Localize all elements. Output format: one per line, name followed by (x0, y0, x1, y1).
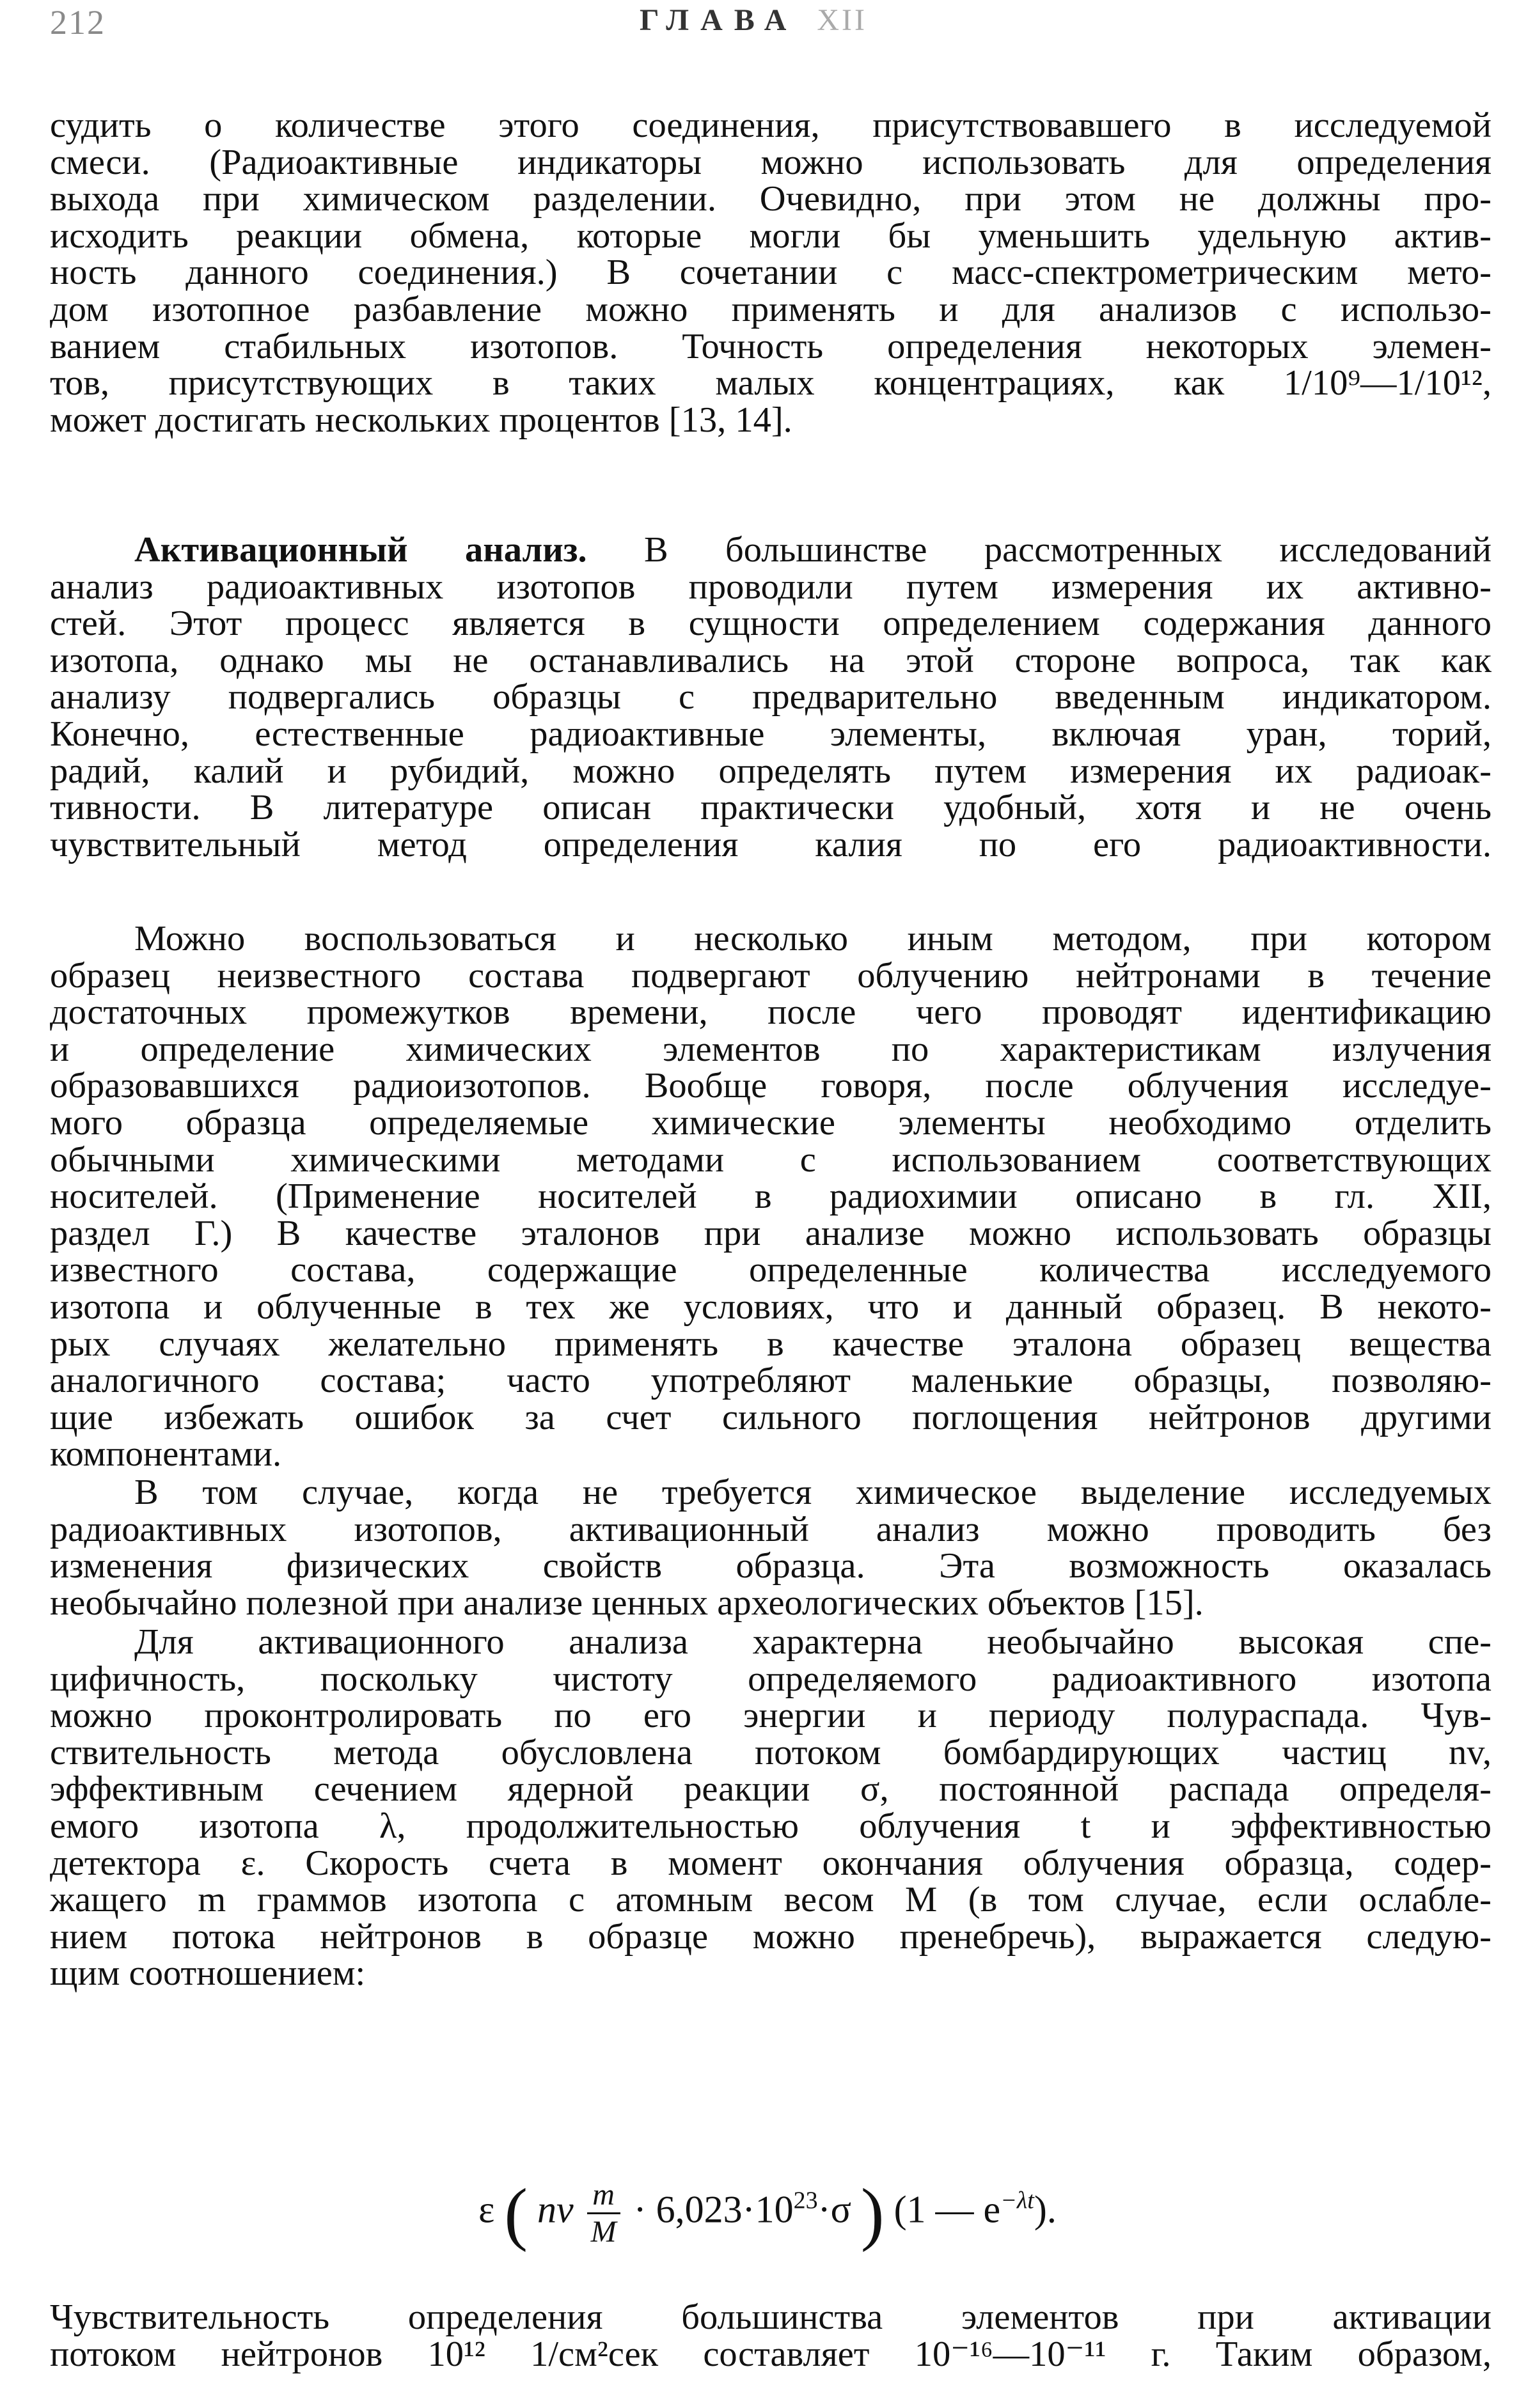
text-line: эффективным сечением ядерной реакции σ, постоянной распада определя- (50, 1769, 1492, 1810)
running-header (0, 3, 1535, 47)
paragraph-isotope-dilution (50, 107, 1492, 439)
formula-nv: nv (537, 2188, 574, 2231)
text-line: Чувствительность определения большинства элементов при активации (50, 2297, 1492, 2337)
formula-epsilon: ε (478, 2188, 495, 2231)
text-line: анализу подвергались образцы с предварительно введенным индикатором. (50, 677, 1492, 717)
text-line: цифичность, поскольку чистоту определяемого радиоактивного изотопа (50, 1659, 1492, 1699)
text-line: ность данного соединения.) В сочетании с масс-спектрометрическим мето- (50, 253, 1492, 293)
chapter-heading (640, 3, 867, 38)
text-line: изотопа и облученные в тех же условиях, что и данный образец. В некото- (50, 1286, 1492, 1327)
text-fragment: В большинстве рассмотренных исследований (643, 530, 1492, 570)
text-line: емого изотопа λ, продолжительностью облучения t и эффективностью (50, 1806, 1492, 1846)
text-line: исходить реакции обмена, которые могли бы уменьшить удельную актив- (50, 215, 1492, 256)
text-line: изменения физических свойств образца. Эта возможность оказалась (50, 1546, 1492, 1586)
formula-open-paren: ( (504, 2174, 528, 2253)
text-line: компонентами. (50, 1434, 282, 1474)
text-line: Конечно, естественные радиоактивные элементы, включая уран, торий, (50, 714, 1492, 754)
text-line: радиоактивных изотопов, активационный анализ можно проводить без (50, 1509, 1492, 1549)
text-line: смеси. (Радиоактивные индикаторы можно использовать для определения (50, 142, 1492, 182)
text-line: рых случаях желательно применять в качестве эталона образец вещества (50, 1324, 1492, 1364)
text-line: можно проконтролировать по его энергии и периоду полураспада. Чув- (50, 1696, 1492, 1736)
paragraph-neutron-irradiation (50, 921, 1492, 1473)
paragraph-activation-analysis (50, 532, 1492, 863)
text-line: мого образца определяемые химические элементы необходимо отделить (50, 1102, 1492, 1143)
text-line: раздел Г.) В качестве эталонов при анализе можно использовать образцы (50, 1213, 1492, 1253)
page-number: 212 (50, 3, 106, 42)
text-line: аналогичного состава; часто употребляют маленькие образцы, позволяю- (50, 1361, 1492, 1401)
text-line: жащего m граммов изотопа с атомным весом M (в том случае, если ослабле- (50, 1880, 1492, 1920)
formula-sigma: ·σ (817, 2188, 851, 2231)
text-line: образовавшихся радиоизотопов. Вообще говоря, после облучения исследуе- (50, 1066, 1492, 1106)
text-line: анализ радиоактивных изотопов проводили путем измерения их активно- (50, 567, 1492, 607)
text-line: щим соотношением: (50, 1953, 366, 1994)
section-title: Активационный анализ. (134, 530, 587, 570)
paragraph-nondestructive (50, 1474, 1492, 1622)
text-line: ванием стабильных изотопов. Точность определения некоторых элемен- (50, 326, 1492, 366)
formula-decay-term: (1 — e (893, 2188, 1001, 2231)
formula-fraction (587, 2177, 620, 2249)
text-line: образец неизвестного состава подвергают облучению нейтронами в течение (50, 955, 1492, 996)
text-line: тов, присутствующих в таких малых концентрациях, как 1/10⁹—1/10¹², (50, 363, 1492, 403)
paragraph-specificity (50, 1624, 1492, 1992)
text-line: ствительность метода обусловлена потоком бомбардирующих частиц nv, (50, 1732, 1492, 1772)
text-line: радий, калий и рубидий, можно определять путем измерения их радиоак- (50, 751, 1492, 791)
text-line: Можно воспользоваться и несколько иным методом, при котором (134, 919, 1492, 958)
formula-end: ). (1034, 2188, 1057, 2231)
formula-avogadro: · 6,023·10 (633, 2188, 794, 2231)
text-line: стей. Этот процесс является в сущности определением содержания данного (50, 604, 1492, 644)
text-line: щие избежать ошибок за счет сильного поглощения нейтронов другими (50, 1397, 1492, 1437)
text-line: известного состава, содержащие определенные количества исследуемого (50, 1250, 1492, 1290)
text-line: необычайно полезной при анализе ценных археологических объектов [15]. (50, 1583, 1204, 1623)
text-line: и определение химических элементов по характеристикам излучения (50, 1029, 1492, 1069)
text-line: В том случае, когда не требуется химическое выделение исследуемых (134, 1473, 1492, 1512)
text-line: достаточных промежутков времени, после чего проводят идентификацию (50, 992, 1492, 1033)
formula-expression (478, 2174, 1057, 2253)
chapter-number: XII (817, 3, 868, 37)
formula-numerator: m (587, 2177, 620, 2214)
text-line: изотопа, однако мы не останавливались на этой стороне вопроса, так как (50, 640, 1492, 680)
text-line: носителей. (Применение носителей в радиохимии описано в гл. XII, (50, 1177, 1492, 1217)
formula-denominator: M (590, 2215, 617, 2249)
text-line: чувствительный метод определения калия по его радиоактивности. (50, 824, 1492, 864)
text-line: тивности. В литературе описан практически удобный, хотя и не очень (50, 788, 1492, 828)
text-line: обычными химическими методами с использованием соответствующих (50, 1139, 1492, 1180)
text-line: дом изотопное разбавление можно применять и для анализов с использо- (50, 289, 1492, 329)
text-line: Для активационного анализа характерна необычайно высокая спе- (134, 1622, 1492, 1662)
chapter-word: ГЛАВА (640, 3, 798, 37)
text-line: выхода при химическом разделении. Очевидно, при этом не должны про- (50, 179, 1492, 219)
text-line (50, 532, 1492, 569)
count-rate-formula (0, 2174, 1535, 2267)
text-line: может достигать нескольких процентов [13, 14]. (50, 400, 792, 440)
formula-close-paren: ) (860, 2174, 885, 2253)
formula-avogadro-exponent: 23 (793, 2187, 818, 2214)
paragraph-sensitivity (50, 2299, 1492, 2373)
formula-decay-exponent: −λt (1000, 2187, 1034, 2214)
text-line: детектора ε. Скорость счета в момент окончания облучения образца, содер- (50, 1843, 1492, 1883)
text-line: нием потока нейтронов в образце можно пренебречь), выражается следую- (50, 1916, 1492, 1957)
text-line: потоком нейтронов 10¹² 1/см²сек составляет 10⁻¹⁶—10⁻¹¹ г. Таким образом, (50, 2334, 1492, 2374)
text-line: судить о количестве этого соединения, присутствовавшего в исследуемой (50, 106, 1492, 145)
